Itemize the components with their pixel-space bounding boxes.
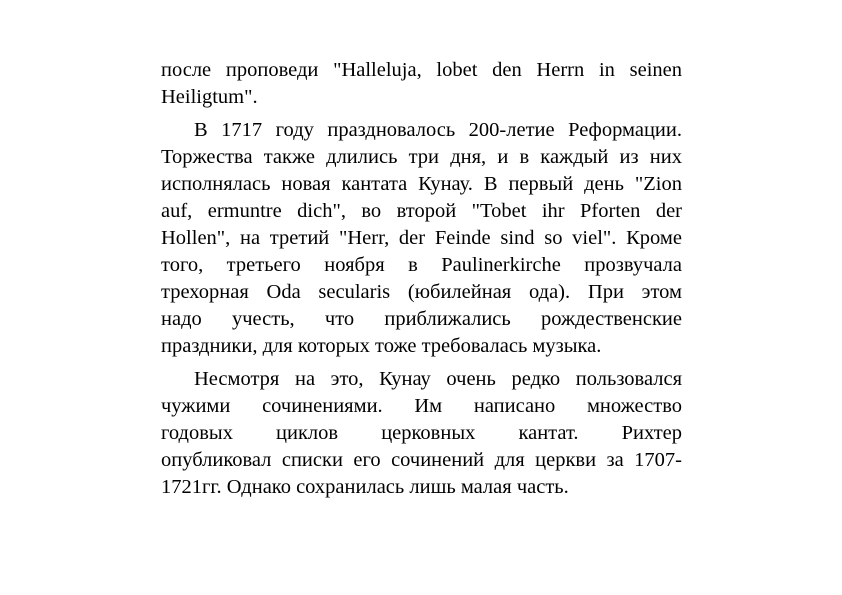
text-line: того, третьего ноября в Paulinerkirche прозвучала — [161, 254, 682, 276]
text-line: чужими сочинениями. Им написано множество — [161, 395, 682, 417]
paragraph-2 — [161, 117, 682, 360]
text-line: В 1717 году праздновалось 200-летие Реформации. — [194, 119, 682, 141]
text-line: праздники, для которых тоже требовалась музыка. — [161, 335, 602, 357]
text-line: опубликовал списки его сочинений для церкви за 1707- — [161, 449, 682, 471]
paragraph-3 — [161, 366, 682, 501]
text-line: Heiligtum". — [161, 86, 258, 108]
text-line: Несмотря на это, Кунау очень редко пользовался — [194, 368, 682, 390]
text-line: надо учесть, что приближались рождественские — [161, 308, 682, 330]
text-line: Торжества также длились три дня, и в каждый из них — [161, 146, 682, 168]
text-line: Hollen", на третий "Herr, der Feinde sind so viel". Кроме — [161, 227, 682, 249]
paragraph-1 — [161, 57, 682, 111]
text-line: 1721гг. Однако сохранилась лишь малая часть. — [161, 476, 569, 498]
text-line: трехорная Oda secularis (юбилейная ода). При этом — [161, 281, 682, 303]
text-line: исполнялась новая кантата Кунау. В первый день "Zion — [161, 173, 682, 195]
text-line: годовых циклов церковных кантат. Рихтер — [161, 422, 682, 444]
text-line: после проповеди "Halleluja, lobet den Herrn in seinen — [161, 59, 682, 81]
document-body — [161, 57, 682, 501]
text-line: auf, ermuntre dich", во второй "Tobet ihr Pforten der — [161, 200, 682, 222]
